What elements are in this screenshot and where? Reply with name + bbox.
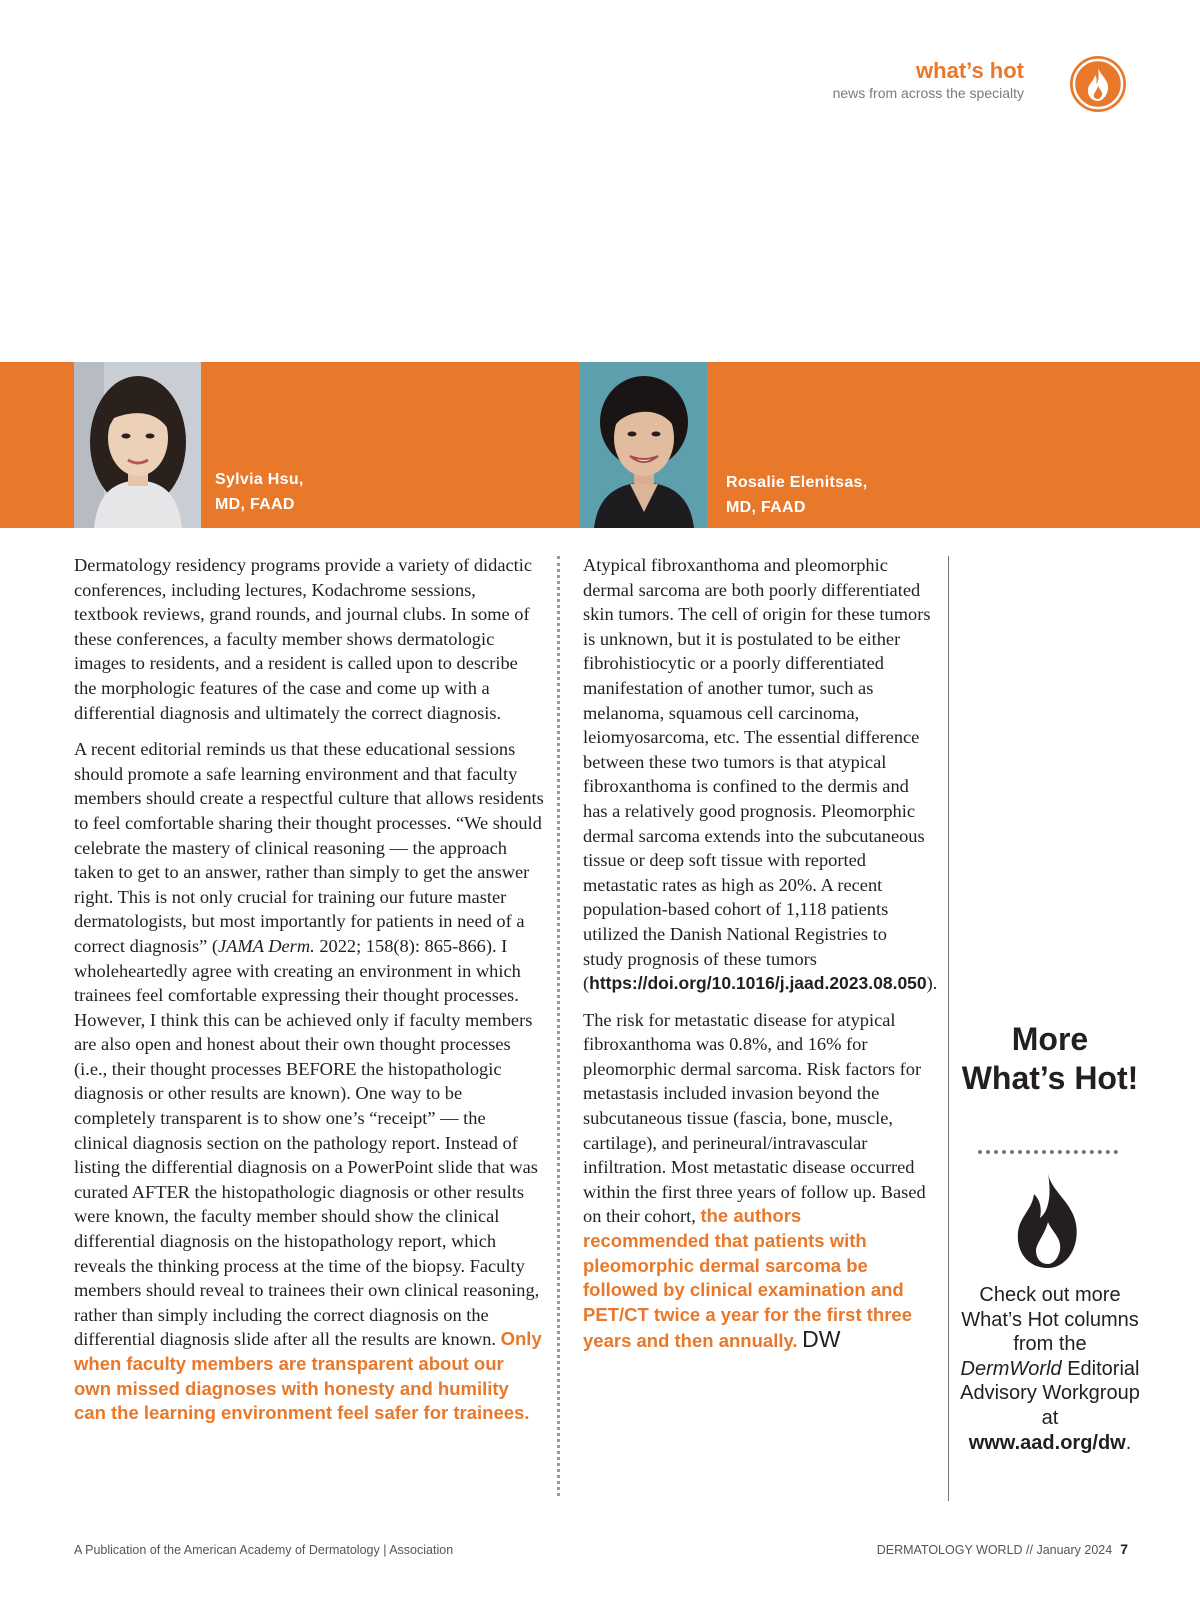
sidebar-text [960, 1283, 1140, 1455]
author-name: Sylvia Hsu, [215, 471, 304, 488]
issue-label: DERMATOLOGY WORLD // January 2024 [876, 1543, 1113, 1557]
flame-icon [1070, 56, 1126, 112]
sidebar-title: More What’s Hot! [961, 1021, 1139, 1096]
text-run: 2022; 158(8): 865-866). I wholeheartedly agree with creating an environment in which trainees feel comfortable expressing their thought processes. However, I think this can be achieved only if faculty members are also open and honest about their own thought processes (i.e., their thought processes BEFORE the histopathologic diagnosis or other results are known). One way to be completely transparent is to show one’s “receipt” — the clinical diagnosis section on the pathology report. Instead of listing the differential diagnosis on a PowerPoint slide that was curated AFTER the histopathologic diagnosis or other results were known, the faculty member should show the clinical differential diagnosis on the histopathology report, which reveals the thinking process at the time of the biopsy. Faculty members should reveal to trainees their own clinical reasoning, rather than simply including the correct diagnosis on the differential diagnosis slide after all the results are known. [74, 935, 540, 1350]
text-run: ). [926, 973, 938, 994]
article-column-elenitsas [583, 553, 938, 1366]
author-photo [580, 362, 707, 528]
paragraph [583, 553, 938, 996]
highlight-text: the authors recommended that patients with pleomorphic dermal sarcoma be followed by clinical examination and PET/CT twice a year for the first three years and then annually. [583, 1205, 912, 1352]
flame-icon [1010, 1172, 1086, 1277]
section-header [833, 58, 1024, 102]
author-credentials: MD, FAAD [726, 499, 806, 516]
footer-publisher: A Publication of the American Academy of Dermatology | Association [74, 1543, 454, 1557]
column-divider [557, 556, 560, 1496]
author-credentials: MD, FAAD [215, 496, 295, 513]
article-column-hsu [74, 553, 544, 1438]
sidebar-link[interactable]: www.aad.org/dw [968, 1431, 1126, 1454]
text-run: Check out more What’s Hot columns from the [961, 1284, 1139, 1356]
sidebar-dotted-rule [978, 1150, 1118, 1154]
highlight-text: Only when faculty members are transparent about our own missed diagnoses with honesty and humility can the learning environment feel safer for trainees. [74, 1328, 542, 1424]
text-run: The risk for metastatic disease for atypical fibroxanthoma was 0.8%, and 16% for pleomorphic dermal sarcoma. Risk factors for metastasis included invasion beyond the subcutaneous tissue (fascia, bone, muscle, cartilage), and perineural/intravascular infiltration. Most metastatic disease occurred within the first three years of follow up. Based on their cohort, [583, 1009, 926, 1227]
journal-title: JAMA Derm. [218, 935, 315, 956]
paragraph [583, 1008, 931, 1354]
doi-link[interactable]: https://doi.org/10.1016/j.jaad.2023.08.050 [589, 973, 927, 994]
text-run: . [1125, 1431, 1132, 1454]
author-name: Rosalie Elenitsas, [726, 474, 868, 491]
text-run: Atypical fibroxanthoma and pleomorphic dermal sarcoma are both poorly differentiated skin tumors. The cell of origin for these tumors is unknown, but it is postulated to be either fibrohistiocytic or a poorly differentiated manifestation of another tumor, such as melanoma, squamous cell carcinoma, leiomyosarcoma, etc. The essential difference between these two tumors is that atypical fibroxanthoma is confined to the dermis and has a relatively good prognosis. Pleomorphic dermal sarcoma extends into the subcutaneous tissue or deep soft tissue with reported metastatic rates as high as 20%. A recent population-based cohort of 1,118 patients utilized the Danish National Registries to study prognosis of these tumors ( [583, 555, 931, 994]
text-run: Editorial Advisory Workgroup at [960, 1357, 1140, 1429]
paragraph: Dermatology residency programs provide a variety of didactic conferences, including lectures, Kodachrome sessions, textbook reviews, grand rounds, and journal clubs. In some of these conferences, a faculty member shows dermatologic images to residents, and a resident is called upon to describe the morphologic features of the case and come up with a differential diagnosis and ultimately the correct diagnosis. [74, 555, 533, 723]
magazine-title: DermWorld [960, 1357, 1062, 1380]
author-name-hsu [215, 467, 304, 517]
page-number: 7 [1120, 1541, 1128, 1557]
section-subtitle: news from across the specialty [832, 85, 1024, 101]
section-title: what’s hot [916, 58, 1024, 83]
end-mark: DW [802, 1326, 841, 1353]
text-run: A recent editorial reminds us that these educational sessions should promote a safe learning environment and that faculty members should create a respectful culture that allows residents to feel comfortable sharing their thought processes. “We should celebrate the mastery of clinical reasoning — the approach taken to get to an answer, rather than simply to get the answer right. This is not only crucial for training our future master dermatologists, but most importantly for patients in need of a correct diagnosis” ( [74, 739, 544, 956]
footer-issue [877, 1541, 1128, 1557]
author-name-elenitsas [726, 470, 867, 520]
author-photo [74, 362, 201, 528]
sidebar-divider [948, 556, 949, 1501]
paragraph [74, 737, 544, 1426]
